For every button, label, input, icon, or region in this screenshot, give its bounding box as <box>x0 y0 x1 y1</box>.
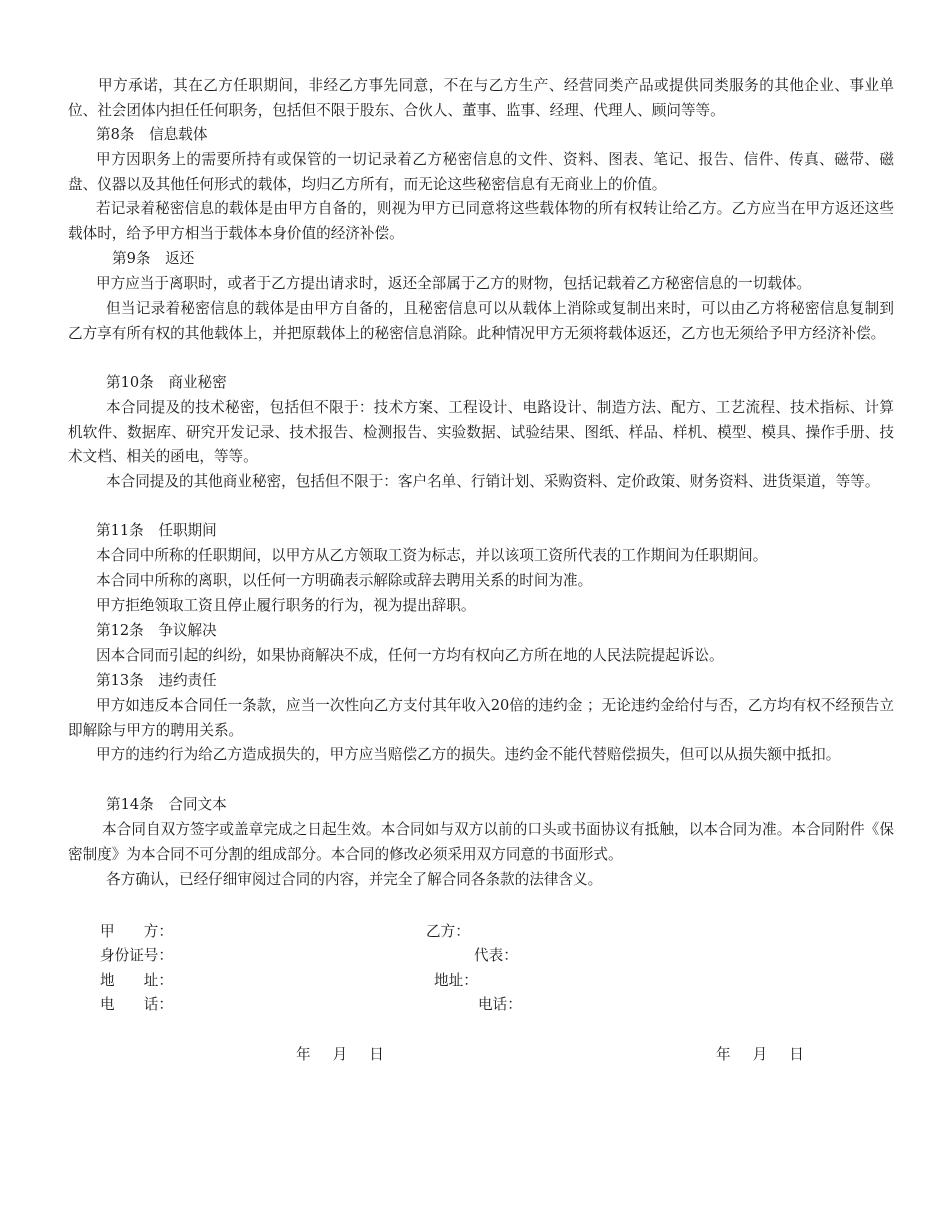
phone-a-label: 电 话： <box>100 996 173 1013</box>
article-9-heading: 第9条 返还 <box>112 250 195 267</box>
party-a-label: 甲 方： <box>100 923 173 940</box>
article-12-heading: 第12条 争议解决 <box>96 622 217 639</box>
article-13-heading: 第13条 违约责任 <box>96 672 217 689</box>
date-year-b: 年 <box>716 1046 731 1063</box>
article-8-para-1: 甲方因职务上的需要所持有或保管的一切记录着乙方秘密信息的文件、资料、图表、笔记、报告、信件、传真、磁带、磁盘、仪器以及其他任何形式的载体，均归乙方所有，而无论这些秘密信息有无商业上的价值。 <box>68 151 894 193</box>
article-10-para-2: 本合同提及的其他商业秘密，包括但不限于：客户名单、行销计划、采购资料、定价政策、财务资料、进货渠道，等等。 <box>106 473 880 490</box>
article-14-para-1: 本合同自双方签字或盖章完成之日起生效。本合同如与双方以前的口头或书面协议有抵触，以本合同为准。本合同附件《保密制度》为本合同不可分割的组成部分。本合同的修改必须采用双方同意的书面形式。 <box>68 821 894 863</box>
id-number-label: 身份证号： <box>100 947 173 964</box>
date-month-a: 月 <box>332 1046 348 1063</box>
party-b-label: 乙方： <box>426 923 470 940</box>
article-11-para-3: 甲方拒绝领取工资且停止履行职务的行为，视为提出辞职。 <box>96 597 476 614</box>
date-month-b: 月 <box>752 1046 768 1063</box>
article-13-para-1: 甲方如违反本合同任一条款，应当一次性向乙方支付其年收入20倍的违约金 ；无论违约金给付与否，乙方均有权不经预告立即解除与甲方的聘用关系。 <box>68 697 894 739</box>
article-14-heading: 第14条 合同文本 <box>106 796 227 813</box>
article-9-para-1: 甲方应当于离职时，或者于乙方提出请求时，返还全部属于乙方的财物，包括记载着乙方秘密信息的一切载体。 <box>96 275 812 292</box>
article-13-para-2: 甲方的违约行为给乙方造成损失的，甲方应当赔偿乙方的损失。违约金不能代替赔偿损失，但可以从损失额中抵扣。 <box>96 746 841 763</box>
address-b-label: 地址： <box>434 972 478 989</box>
article-10-heading: 第10条 商业秘密 <box>106 374 227 391</box>
article-11-para-1: 本合同中所称的任职期间，以甲方从乙方领取工资为标志，并以该项工资所代表的工作期间为任职期间。 <box>96 547 768 564</box>
representative-label: 代表： <box>474 947 518 964</box>
article-10-para-1: 本合同提及的技术秘密，包括但不限于：技术方案、工程设计、电路设计、制造方法、配方、工艺流程、技术指标、计算机软件、数据库、研究开发记录、技术报告、检测报告、实验数据、试验结果、图纸、样品、样机、模型、模具、操作手册、技术文档、相关的函电，等等。 <box>68 399 894 466</box>
phone-b-label: 电话： <box>478 996 522 1013</box>
non-compete-clause: 甲方承诺，其在乙方任职期间，非经乙方事先同意，不在与乙方生产、经营同类产品或提供同类服务的其他企业、事业单位、社会团体内担任任何职务，包括但不限于股东、合伙人、董事、监事、经理、代理人、顾问等等。 <box>68 77 894 119</box>
article-11-heading: 第11条 任职期间 <box>96 522 217 539</box>
article-8-heading: 第8条 信息载体 <box>96 126 208 143</box>
article-11-para-2: 本合同中所称的离职，以任何一方明确表示解除或辞去聘用关系的时间为准。 <box>96 572 593 589</box>
date-day-a: 日 <box>369 1046 384 1063</box>
article-9-para-2: 但当记录着秘密信息的载体是由甲方自备的，且秘密信息可以从载体上消除或复制出来时，可以由乙方将秘密信息复制到乙方享有所有权的其他载体上，并把原载体上的秘密信息消除。此种情况甲方无须将载体返还，乙方也无须给予甲方经济补偿。 <box>68 300 894 342</box>
date-line-party-a <box>296 1043 384 1064</box>
date-line-party-b <box>716 1043 804 1064</box>
confirmation-statement: 各方确认，已经仔细审阅过合同的内容，并完全了解合同各条款的法律含义。 <box>106 871 603 888</box>
article-8-para-2: 若记录着秘密信息的载体是由甲方自备的，则视为甲方已同意将这些载体物的所有权转让给乙方。乙方应当在甲方返还这些载体时，给予甲方相当于载体本身价值的经济补偿。 <box>68 200 894 242</box>
date-year-a: 年 <box>296 1046 311 1063</box>
date-day-b: 日 <box>789 1046 804 1063</box>
address-a-label: 地 址： <box>100 972 173 989</box>
article-12-para-1: 因本合同而引起的纠纷，如果协商解决不成，任何一方均有权向乙方所在地的人民法院提起诉讼。 <box>96 647 724 664</box>
